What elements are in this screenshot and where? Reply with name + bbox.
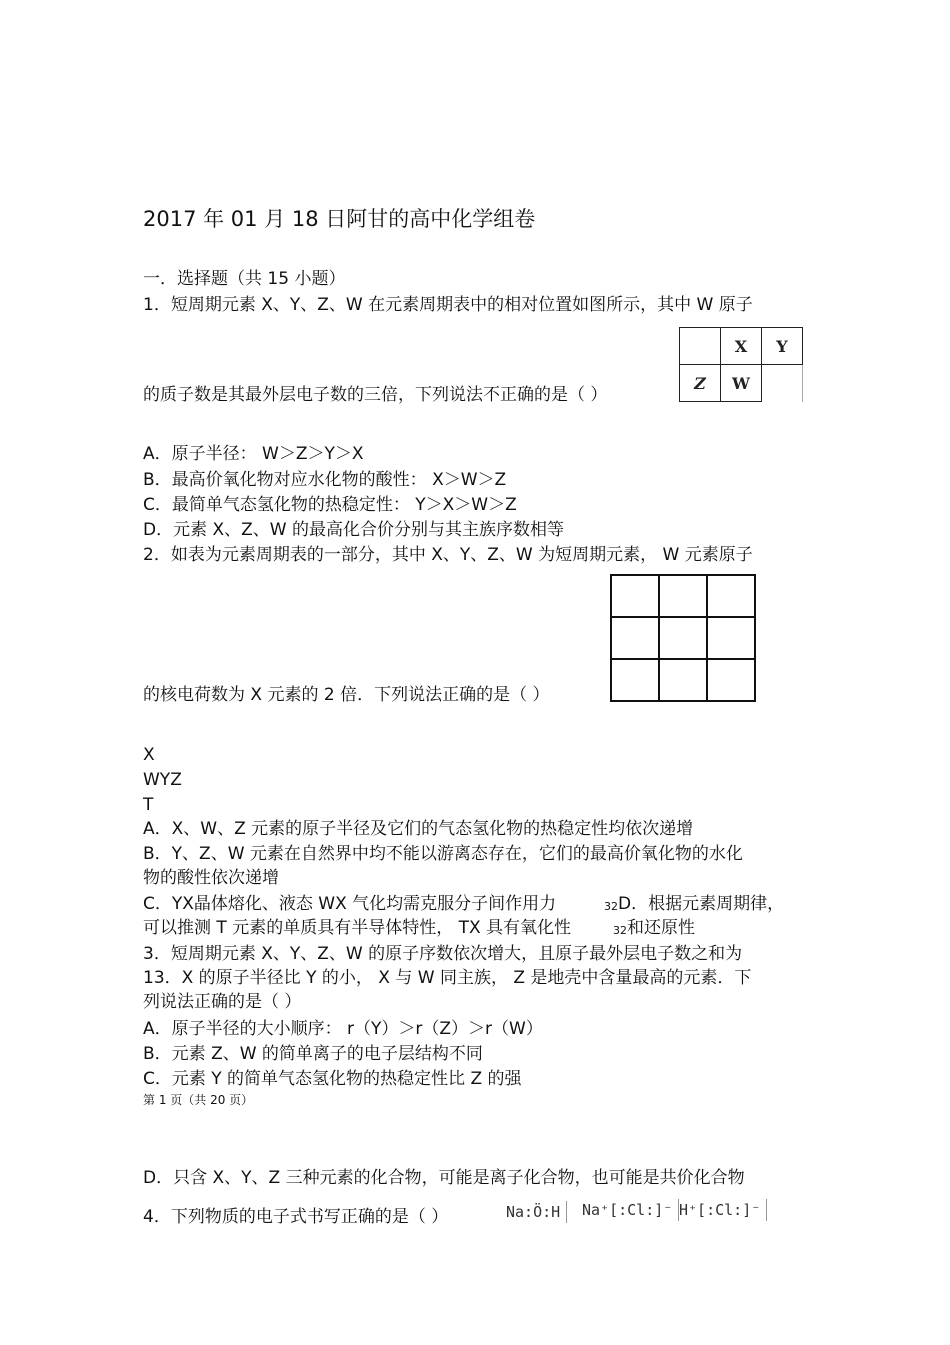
q4-stem: 4．下列物质的电子式书写正确的是（ ） xyxy=(143,1207,449,1227)
q2-subscript-1: 32 xyxy=(604,900,618,913)
q2-cell-row2: WYZ xyxy=(143,770,182,790)
q1-stem-line2: 的质子数是其最外层电子数的三倍，下列说法不正确的是（ ） xyxy=(143,385,608,405)
q2-stem-line2: 的核电荷数为 X 元素的 2 倍．下列说法正确的是（ ） xyxy=(143,685,550,705)
formula-nacl: Na⁺[:Cl:]⁻ xyxy=(580,1199,679,1221)
q2-option-d-line2b: 和还原性 xyxy=(627,918,695,938)
q3-stem-line1: 3．短周期元素 X、Y、Z、W 的原子序数依次增大，且原子最外层电子数之和为 xyxy=(143,944,743,964)
q1-option-d: D．元素 X、Z、W 的最高化合价分别与其主族序数相等 xyxy=(143,520,564,540)
q2-blank-grid xyxy=(610,574,756,702)
q1-periodic-table xyxy=(679,327,803,402)
q2-option-d-line1: D．根据元素周期律， xyxy=(618,894,785,914)
q2-cell-row3: T xyxy=(143,795,154,815)
formula-naoh: Na:Ö:H xyxy=(504,1201,567,1223)
q2-stem-line1: 2．如表为元素周期表的一部分，其中 X、Y、Z、W 为短周期元素， W 元素原子 xyxy=(143,545,753,565)
q3-option-d: D．只含 X、Y、Z 三种元素的化合物，可能是离子化合物，也可能是共价化合物 xyxy=(143,1168,745,1188)
q2-option-a: A．X、W、Z 元素的原子半径及它们的气态氢化物的热稳定性均依次递增 xyxy=(143,819,694,839)
page-title: 2017 年 01 月 18 日阿甘的高中化学组卷 xyxy=(143,207,536,231)
q3-option-a: A．原子半径的大小顺序： r（Y）＞r（Z）＞r（W） xyxy=(143,1019,543,1039)
q1-option-c: C．最简单气态氢化物的热稳定性： Y＞X＞W＞Z xyxy=(143,495,517,515)
q3-option-c: C．元素 Y 的简单气态氢化物的热稳定性比 Z 的强 xyxy=(143,1069,522,1089)
q1-option-a: A．原子半径： W＞Z＞Y＞X xyxy=(143,444,364,464)
q1-stem-line1: 1．短周期元素 X、Y、Z、W 在元素周期表中的相对位置如图所示，其中 W 原子 xyxy=(143,295,753,315)
q3-option-b: B．元素 Z、W 的简单离子的电子层结构不同 xyxy=(143,1044,483,1064)
q1-cell-w: W xyxy=(721,365,762,402)
q1-cell-y: Y xyxy=(762,328,803,365)
q2-subscript-2: 32 xyxy=(613,924,627,937)
formula-hcl: H⁺[:Cl:]⁻ xyxy=(677,1199,767,1221)
q2-option-c: C．YX晶体熔化、液态 WX 气化均需克服分子间作用力 xyxy=(143,894,557,914)
q1-option-b: B．最高价氧化物对应水化物的酸性： X＞W＞Z xyxy=(143,470,507,490)
section-heading: 一．选择题（共 15 小题） xyxy=(143,269,346,289)
q2-option-b-line1: B．Y、Z、W 元素在自然界中均不能以游离态存在，它们的最高价氧化物的水化 xyxy=(143,844,743,864)
q2-option-b-line2: 物的酸性依次递增 xyxy=(143,868,279,888)
q1-cell-z: Z xyxy=(680,365,721,402)
page-footer: 第 1 页（共 20 页） xyxy=(143,1093,254,1107)
q2-cell-row1: X xyxy=(143,745,155,765)
q1-cell-x: X xyxy=(721,328,762,365)
q3-stem-line3: 列说法正确的是（ ） xyxy=(143,992,302,1012)
q3-stem-line2: 13．X 的原子半径比 Y 的小， X 与 W 同主族， Z 是地壳中含量最高的元素．下 xyxy=(143,968,752,988)
q2-option-d-line2a: 可以推测 T 元素的单质具有半导体特性， TX 具有氧化性 xyxy=(143,918,572,938)
